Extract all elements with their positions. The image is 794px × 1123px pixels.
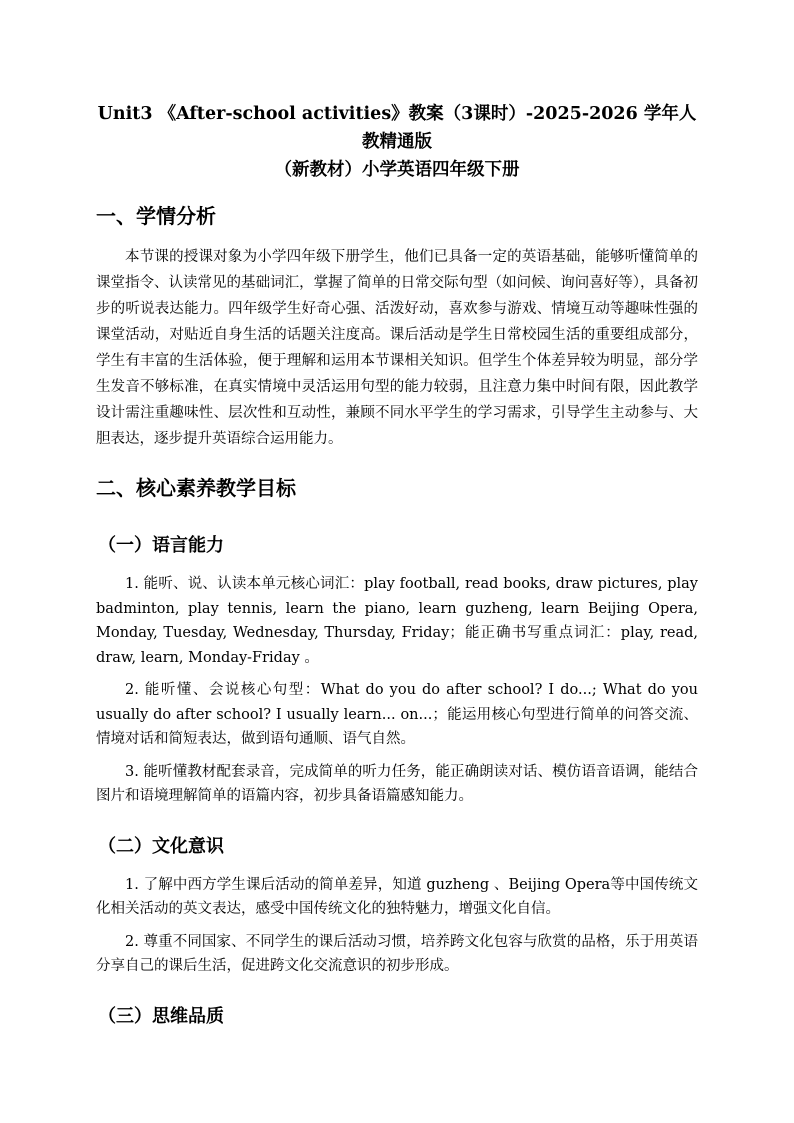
document-title [96,100,698,184]
title-line-2: （新教材）小学英语四年级下册 [274,160,520,180]
title-line-1: Unit3 《After-school activities》教案（3课时）-2025-2026 学年人教精通版 [97,104,697,152]
subsection-heading: （二）文化意识 [98,835,224,857]
objective-item: 2. 尊重不同国家、不同学生的课后活动习惯，培养跨文化包容与欣赏的品格，乐于用英语分享自己的课后生活，促进跨文化交流意识的初步形成。 [96,933,698,974]
subsection-cultural-awareness [96,833,698,979]
section-heading: 一、学情分析 [96,204,216,228]
subsection-language-ability [96,532,698,809]
section-learner-analysis [96,202,698,452]
subsection-heading: （一）语言能力 [98,535,224,556]
objective-item: 1. 能听、说、认读本单元核心词汇：play football, read books, draw pictures, play badminton, play tennis, learn the piano, learn guzheng, learn Beijing Opera, Monday, Tuesday, Wednesday, Thursday, Friday；能正确书写重点词汇：play, read, draw, learn, Monday-Friday 。 [96,576,698,666]
objective-item: 3. 能听懂教材配套录音，完成简单的听力任务，能正确朗读对话、模仿语音语调，能结合图片和语境理解简单的语篇内容，初步具备语篇感知能力。 [96,763,698,804]
objective-item: 1. 了解中西方学生课后活动的简单差异，知道 guzheng 、Beijing Opera等中国传统文化相关活动的英文表达，感受中国传统文化的独特魅力，增强文化自信。 [96,876,698,917]
section-heading: 二、核心素养教学目标 [96,476,296,500]
objective-item: 2. 能听懂、会说核心句型：What do you do after school? I do...; What do you usually do after school? I usually learn... on...；能运用核心句型进行简单的问答交流、情境对话和简短表达，做到语句通顺、语气自然。 [96,682,698,747]
subsection-heading: （三）思维品质 [98,1005,224,1027]
section-teaching-objectives [96,474,698,1031]
learner-analysis-paragraph: 本节课的授课对象为小学四年级下册学生，他们已具备一定的英语基础，能够听懂简单的课堂指令、认读常见的基础词汇，掌握了简单的日常交际句型（如问候、询问喜好等），具备初步的听说表达能力。四年级学生好奇心强、活泼好动，喜欢参与游戏、情境互动等趣味性强的课堂活动，对贴近自身生活的话题关注度高。课后活动是学生日常校园生活的重要组成部分，学生有丰富的生活体验，便于理解和运用本节课相关知识。但学生个体差异较为明显，部分学生发音不够标准，在真实情境中灵活运用句型的能力较弱，且注意力集中时间有限，因此教学设计需注重趣味性、层次性和互动性，兼顾不同水平学生的学习需求，引导学生主动参与、大胆表达，逐步提升英语综合运用能力。 [96,249,698,447]
subsection-thinking-quality [96,1003,698,1031]
